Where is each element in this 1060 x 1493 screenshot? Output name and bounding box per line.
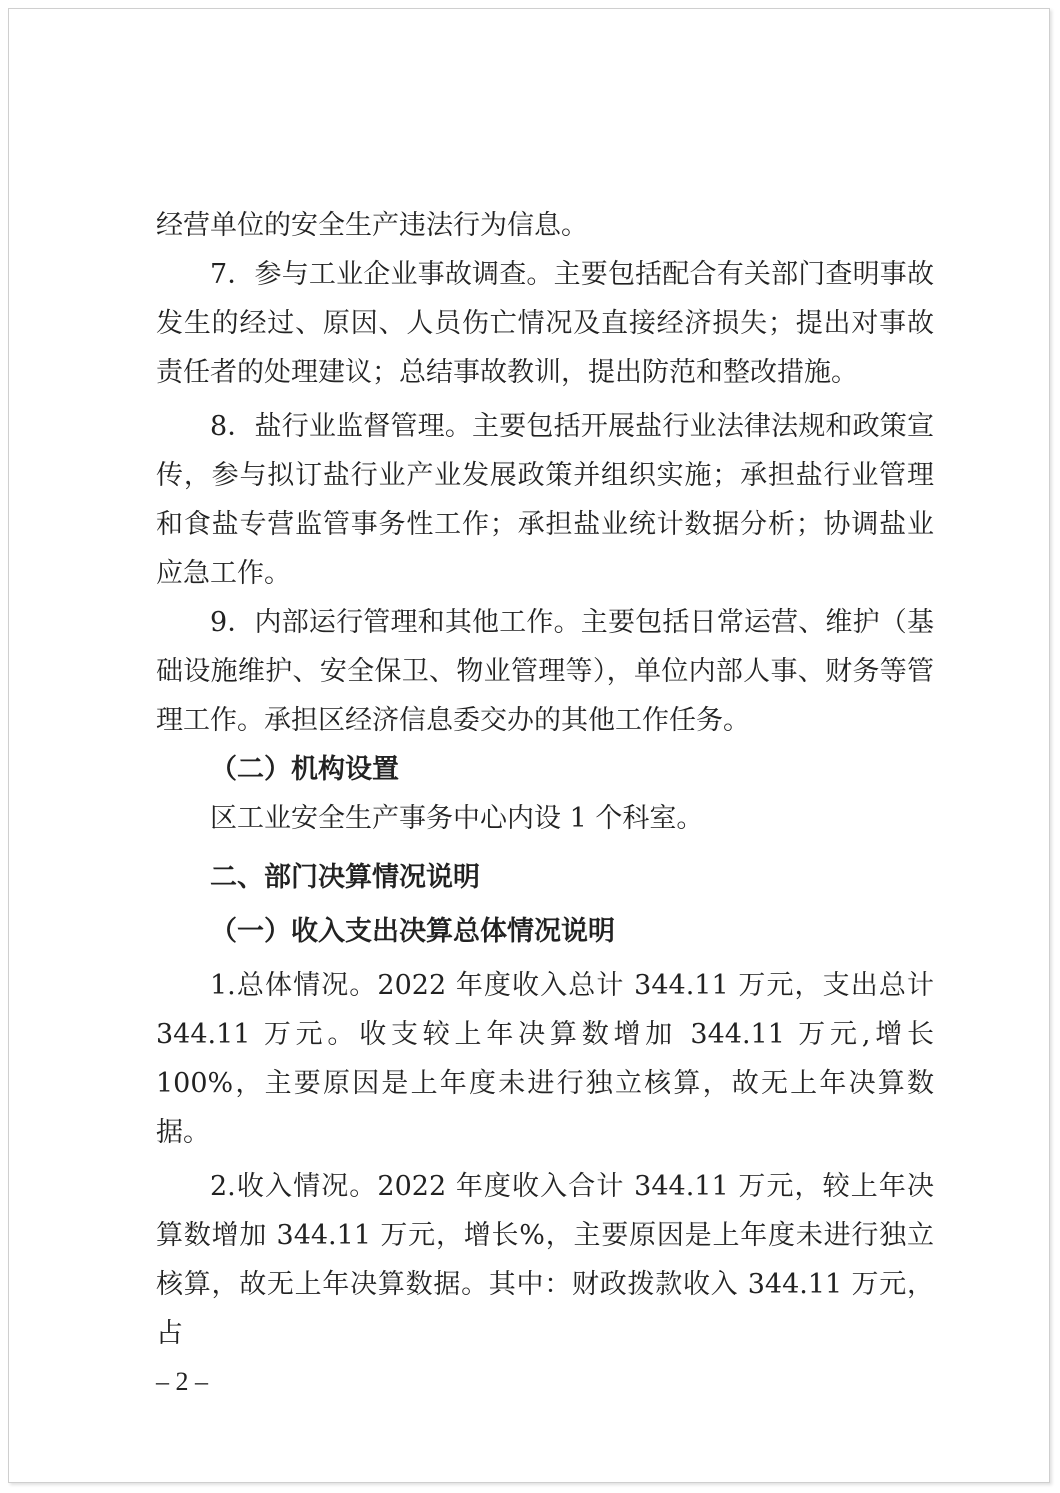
page [8, 8, 1050, 1483]
paragraph-item-7: 7．参与工业企业事故调查。主要包括配合有关部门查明事故发生的经过、原因、人员伤亡情况及直接经济损失；提出对事故责任者的处理建议；总结事故教训，提出防范和整改措施。 [156, 259, 934, 388]
paragraph-item-9: 9．内部运行管理和其他工作。主要包括日常运营、维护（基础设施维护、安全保卫、物业管理等），单位内部人事、财务等管理工作。承担区经济信息委交办的其他工作任务。 [156, 607, 934, 736]
paragraph-income-situation: 2.收入情况。2022 年度收入合计 344.11 万元，较上年决算数增加 344.11 万元，增长%，主要原因是上年度未进行独立核算，故无上年决算数据。其中：财政拨款收入 344.11 万元，占 [156, 1171, 934, 1349]
document-body [156, 201, 934, 1358]
page-number: – 2 – [156, 1367, 208, 1396]
heading-org-setup: （二）机构设置 [210, 754, 399, 785]
heading-section-2: 二、部门决算情况说明 [210, 862, 480, 893]
heading-income-expense-overview: （一）收入支出决算总体情况说明 [210, 916, 615, 947]
paragraph-overall-situation: 1.总体情况。2022 年度收入总计 344.11 万元，支出总计 344.11 万元。收支较上年决算数增加 344.11 万元,增长 100%，主要原因是上年度未进行独立核算，故无上年决算数据。 [156, 970, 934, 1148]
paragraph-continuation: 经营单位的安全生产违法行为信息。 [156, 210, 588, 241]
paragraph-org-setup: 区工业安全生产事务中心内设 1 个科室。 [210, 803, 704, 834]
paragraph-item-8: 8．盐行业监督管理。主要包括开展盐行业法律法规和政策宣传，参与拟订盐行业产业发展政策并组织实施；承担盐行业管理和食盐专营监管事务性工作；承担盐业统计数据分析；协调盐业应急工作。 [156, 411, 934, 589]
